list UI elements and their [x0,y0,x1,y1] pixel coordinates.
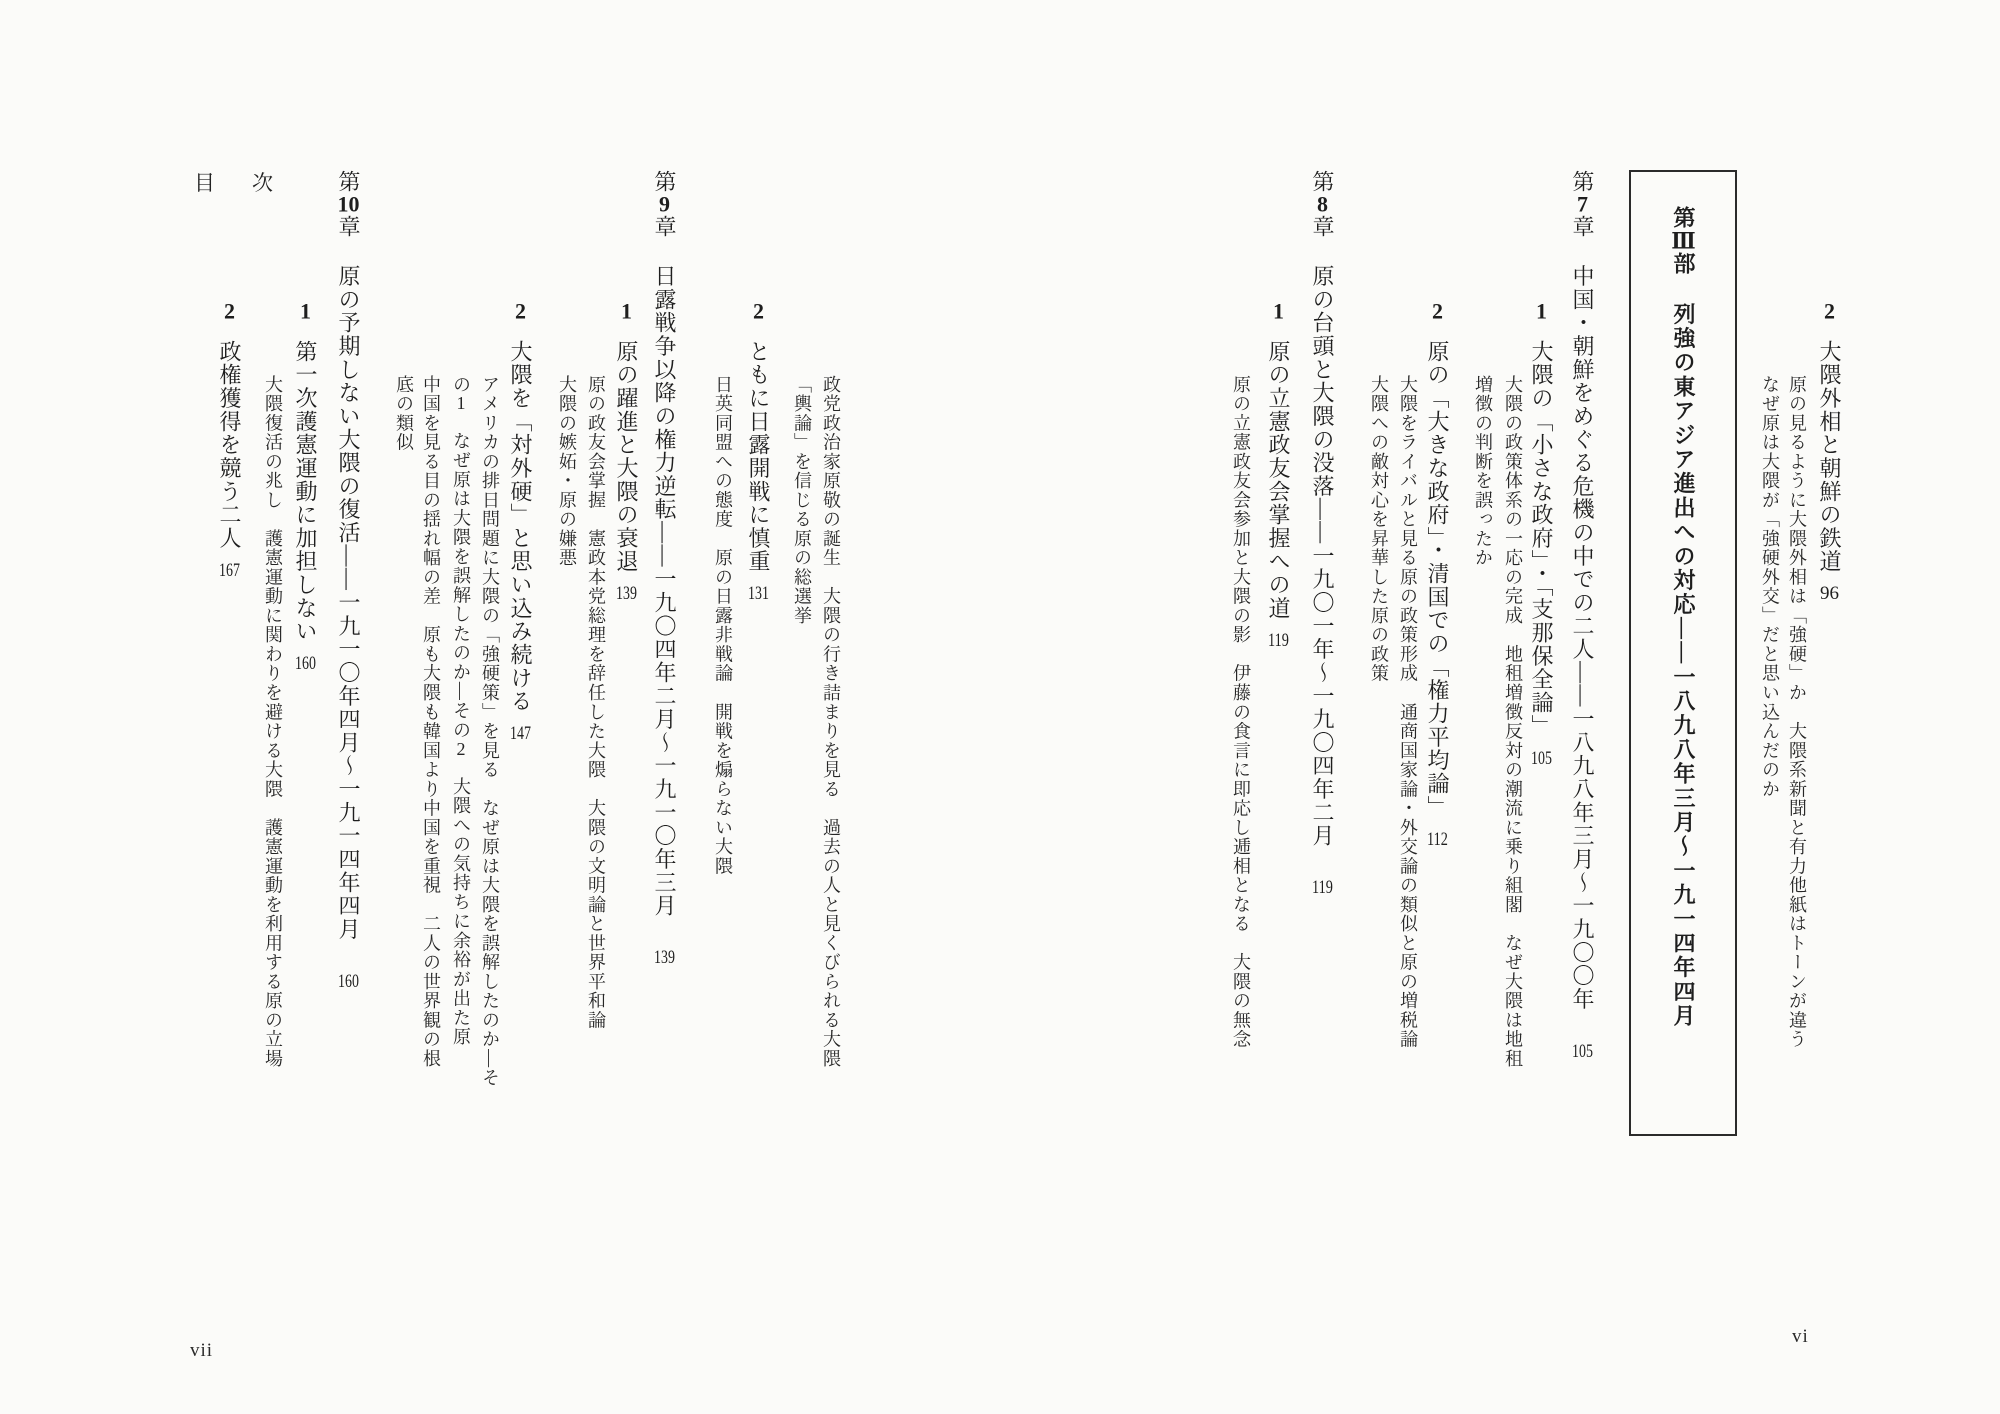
section-title: ともに日露開戦に慎重 [746,340,771,574]
chapter-7-heading: 第7章中国・朝鮮をめぐる危機の中での二人――一八九八年三月〜一九〇〇年 [1570,170,1595,1011]
chapter-9-entry [651,170,675,1312]
section-entry-okuma-railway [1818,170,1840,1330]
page-number: 96 [1820,584,1839,604]
section-title: 大隈外相と朝鮮の鉄道 [1817,340,1842,574]
part-label-prefix: 第 [1671,206,1696,231]
section-entry: 1大隈の「小さな政府」・「支那保全論」105 [1529,300,1554,768]
chapter-number: 9 [659,193,670,216]
page-number: 139 [616,584,637,604]
chapter-7-entry [1569,170,1593,1136]
page-number: 131 [748,584,769,604]
section-entry: 1原の躍進と大隈の衰退139 [614,300,639,604]
page-number: 105 [1572,1041,1593,1061]
chapter-9-heading: 第9章日露戦争以降の権力逆転――一九〇四年二月〜一九一〇年三月 [652,170,677,918]
page-number: 112 [1427,829,1448,849]
section-entry: 1原の立憲政友会掌握への道119 [1266,300,1291,650]
chapter-8-heading: 第8章原の台頭と大隈の没落――一九〇一年〜一九〇四年二月 [1310,170,1335,848]
subtext-column: 増徴の判断を誤ったか [1473,375,1493,568]
section-entry: 1第一次護憲運動に加担しない160 [293,300,318,674]
part-3-box [1629,170,1737,1136]
chapter-title: 中国・朝鮮をめぐる危機の中での二人――一八九八年三月〜一九〇〇年 [1570,264,1595,1011]
subtext-column: 大隈への敵対心を昇華した原の政策 [1369,375,1389,684]
chapter-number: 7 [1577,193,1588,216]
page-number: 119 [1312,878,1333,898]
section-entry: 2政権獲得を競う二人167 [217,300,242,580]
page-number: 139 [654,948,675,968]
section-title: 原の立憲政友会掌握への道 [1266,340,1291,620]
subtext-column: 中国を見る目の揺れ幅の差 原も大隈も韓国より中国を重視 二人の世界観の根 [421,375,441,1069]
section-title: 政権獲得を競う二人 [217,340,242,550]
toc-running-head: 目 次 [194,171,281,195]
page-number: 167 [219,560,240,580]
chapter-10-entry [335,170,359,1312]
page-vii [130,170,840,1330]
chapter-10-heading: 第10章原の予期しない大隈の復活――一九一〇年四月〜一九一四年四月 [336,170,361,941]
section-title: 大隈の「小さな政府」・「支那保全論」 [1529,340,1554,738]
section-entry: 2大隈を「対外硬」と思い込み続ける147 [508,300,533,744]
subtext-column: アメリカの排日問題に大隈の「強硬策」を見る なぜ原は大隈を誤解したのか―そ [480,375,500,1088]
section-number: 2 [1824,300,1835,322]
chapter-title: 原の予期しない大隈の復活――一九一〇年四月〜一九一四年四月 [336,264,361,941]
chapter-number: 8 [1317,193,1328,216]
section-title: 原の「大きな政府」・清国での「権力平均論」 [1425,340,1450,819]
folio-right: vi [1792,1326,1809,1347]
section-title: 大隈を「対外硬」と思い込み続ける [508,340,533,714]
page-number: 160 [295,654,316,674]
subtext-column: 政党政治家原敬の誕生 大隈の行き詰まりを見る 過去の人と見くびられる大隈 [821,375,841,1069]
folio-left: vii [190,1340,214,1361]
part-number: Ⅲ [1671,230,1696,253]
subtext-column: 原の政友会掌握 憲政本党総理を辞任した大隈 大隈の文明論と世界平和論 [586,375,606,1030]
chapter-8-entry [1309,170,1333,1192]
chapter-title: 原の台頭と大隈の没落――一九〇一年〜一九〇四年二月 [1310,264,1335,848]
page-number: 105 [1531,748,1552,768]
page-number: 119 [1268,630,1289,650]
subtext-column: 大隈の嫉妬・原の嫌悪 [557,375,577,568]
subtext-column: 原の見るように大隈外相は「強硬」か 大隈系新聞と有力他紙はトーンが違う [1787,375,1807,1050]
page-number: 147 [510,724,531,744]
page-vi [1040,170,1840,1330]
chapter-title: 日露戦争以降の権力逆転――一九〇四年二月〜一九一〇年三月 [652,264,677,918]
section-title: 第一次護憲運動に加担しない [293,340,318,644]
subtext-column: 日英同盟への態度 原の日露非戦論 開戦を煽らない大隈 [713,375,733,876]
section-title: 原の躍進と大隈の衰退 [614,340,639,574]
subtext-column: 大隈復活の兆し 護憲運動に関わりを避ける大隈 護憲運動を利用する原の立場 [263,375,283,1069]
subtext-column: 大隈をライバルと見る原の政策形成 通商国家論・外交論の類似と原の増税論 [1398,375,1418,1050]
subtext-column: 底の類似 [394,375,414,453]
subtext-column: の1 なぜ原は大隈を誤解したのか―その2 大隈への気持ちに余裕が出た原 [451,375,471,1047]
page-number: 160 [338,971,359,991]
part-label-suffix: 部 [1671,252,1696,277]
subtext-column: 原の立憲政友会参加と大隈の影 伊藤の食言に即応し逓相となる 大隈の無念 [1231,375,1251,1050]
subtext-column: 大隈の政策体系の一応の完成 地租増徴反対の潮流に乗り組閣 なぜ大隈は地租 [1503,375,1523,1069]
subtext-column: 「輿論」を信じる原の総選挙 [792,375,812,626]
subtext-column: なぜ原は大隈が「強硬外交」だと思い込んだのか [1760,375,1780,799]
section-entry: 2原の「大きな政府」・清国での「権力平均論」112 [1425,300,1450,849]
part-title: 列強の東アジア進出への対応――一八九八年三月〜一九一四年四月 [1671,302,1696,1029]
chapter-number: 10 [337,193,360,216]
section-entry: 2ともに日露開戦に慎重131 [746,300,771,604]
